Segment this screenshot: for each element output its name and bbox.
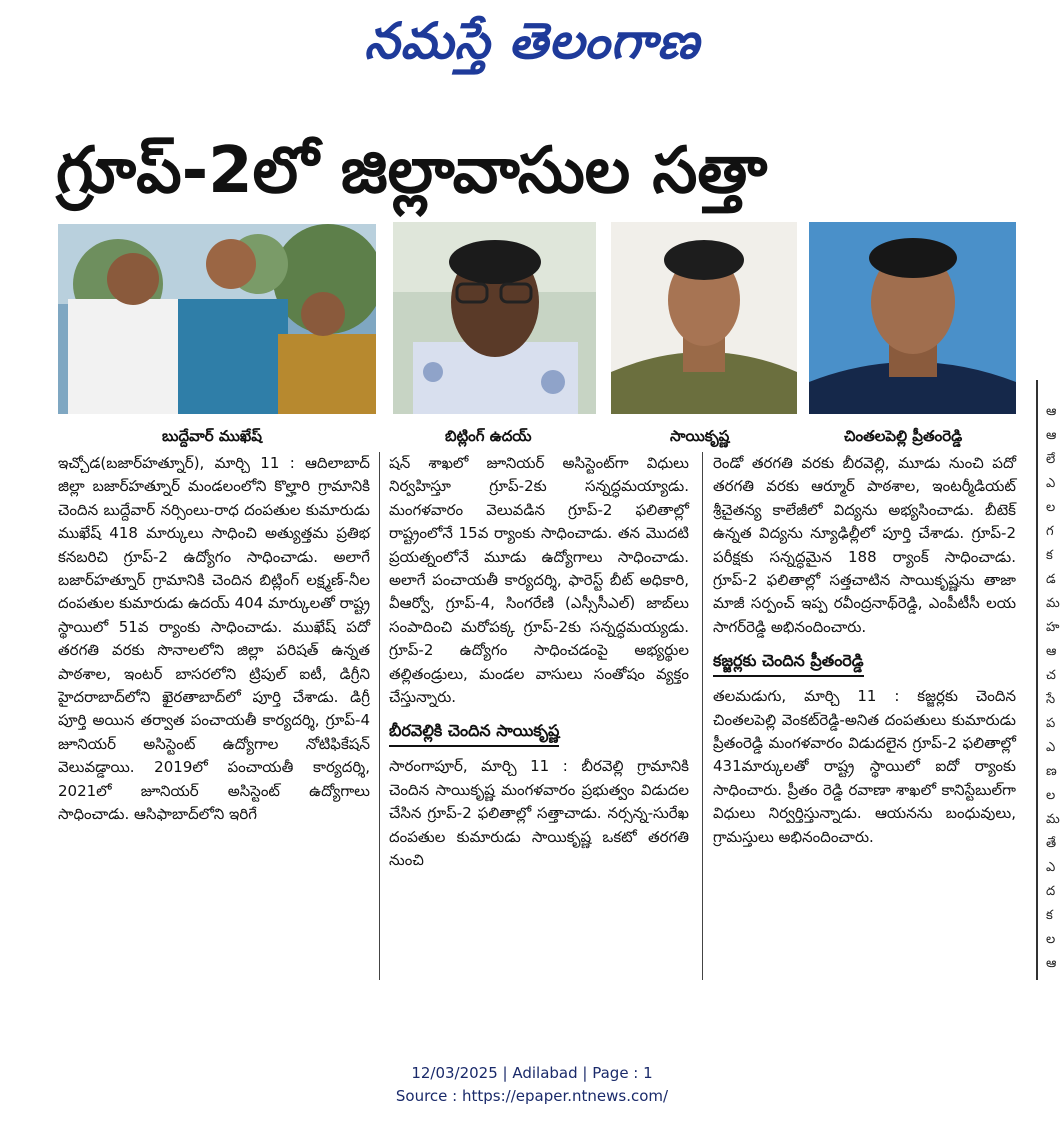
fragment-char: లే [1046, 452, 1056, 467]
article-paragraph: రెండో తరగతి వరకు బీరవెల్లి, మూడు నుంచి పదో తరగతి వరకు ఆర్మూర్ పాఠశాల, ఇంటర్మీడియట్ శ్రీచైతన్య కాలేజీలో విద్యను అభ్యసించాడు. బీటెక్ ఉన్నత విద్యను న్యూఢిల్లీలో పూర్తి చేశాడు. గ్రూప్-2 పరీక్షకు సన్నద్ధమైన 188 ర్యాంక్ సాధించాడు. గ్రూప్-2 ఫలితాల్లో సత్తచాటిన సాయికృష్ణను తాజా మాజీ సర్పంచ్ ఇప్ప రవీంద్రనాథ్‌రెడ్డి, ఎంపీటీసీ లయ సాగర్‌రెడ్డి అభినందించారు. [713, 454, 1016, 636]
fragment-char: ల [1046, 932, 1056, 947]
article-paragraph: తలమడుగు, మార్చి 11 : కజ్జర్లకు చెందిన చింతలపెల్లి వెంకట్‌రెడ్డి-అనిత దంపతులు కుమారుడు ప్రీతంరెడ్డి మంగళవారం విడుదలైన గ్రూప్-2 ఫలితాల్లో 431మార్కులతో రాష్ట్ర స్థాయిలో ఐదో ర్యాంకు సాధించారు. ప్రీతం రెడ్డి రవాణా శాఖలో కానిస్టేబుల్‌గా విధులు నిర్వర్తిస్తున్నాడు. ఆయనను బంధువులు, గ్రామస్తులు అభినందించారు. [713, 687, 1016, 846]
photo-mukesh-family [58, 224, 376, 414]
fragment-char: క [1046, 548, 1053, 563]
fragment-char: గ [1046, 524, 1054, 539]
fragment-char: సే [1046, 692, 1056, 707]
fragment-char: క [1046, 908, 1053, 923]
fragment-char: ఎ [1046, 860, 1056, 875]
fragment-char: ఆ [1046, 644, 1057, 659]
subheading-preetham-reddy: కజ్జర్లకు చెందిన ప్రీతంరెడ్డి [713, 647, 864, 677]
fragment-char: ల [1046, 500, 1056, 515]
fragment-char: మ [1046, 596, 1060, 611]
fragment-char: ఆ [1046, 428, 1057, 443]
article-paragraph: సారంగాపూర్, మార్చి 11 : బీరవెల్లి గ్రామానికి చెందిన సాయికృష్ణ మంగళవారం ప్రభుత్వం విడుదల చేసిన గ్రూప్-2 ఫలితాల్లో సత్తాచాడు. నర్సన్న-సురేఖ దంపతుల కుమారుడు సాయికృష్ణ ఒకటో తరగతి నుంచి [389, 757, 689, 870]
fragment-char: హ [1046, 620, 1060, 635]
headline: గ్రూప్-2లో జిల్లావాసుల సత్తా [56, 134, 768, 208]
fragment-char: ద [1046, 884, 1056, 899]
fragment-char: ల [1046, 788, 1056, 803]
caption-udaya: బిట్లింగ్ ఉదయ్ [445, 427, 532, 445]
caption-saikrishna: సాయికృష్ణ [670, 427, 730, 445]
caption-preetham-reddy: చింతలపెల్లి ప్రీతంరెడ్డి [844, 427, 963, 445]
fragment-char: ఎ [1046, 740, 1056, 755]
photo-preetham-reddy [809, 222, 1016, 414]
article-paragraph: ఇచ్చోడ(బజార్‌హత్నూర్), మార్చి 11 : ఆదిలాబాద్ జిల్లా బజార్‌హత్నూర్ మండలంలోని కొల్హారి గ్రామానికి చెందిన బుద్దేవార్ నర్సింలు-రాధ దంపతుల కుమారుడు ముఖేష్ 418 మార్కులు సాధించి అత్యుత్తమ ప్రతిభ కనబరిచి గ్రూప్-2 ఉద్యోగం సాధించాడు. అలాగే బజార్‌హత్నూర్ గ్రామానికి చెందిన బిట్లింగ్ లక్ష్మణ్-నీల దంపతుల కుమారుడు ఉదయ్ 404 మార్కులతో రాష్ట్ర స్థాయిలో 51వ ర్యాంకు సాధించాడు. ముఖేష్ పదో తరగతి వరకు సొనాలలోని జిల్లా పరిషత్ ఉన్నత పాఠశాల, ఇంటర్ బాసరలోని ట్రిపుల్ ఐటీ, డిగ్రీని హైదరాబాద్‌లోని ఖైరతాబాద్‌లో పూర్తి చేశాడు. డిగ్రీ పూర్తి అయిన తర్వాత పంచాయతీ కార్యదర్శి, గ్రూప్-4 జూనియర్ అసిస్టెంట్ ఉద్యోగాల నోటిఫికేషన్ వెలువడ్డాయి. 2019లో పంచాయతీ కార్యదర్శి, 2021లో జూనియర్ అసిస్టెంట్ ఉద్యోగాలు సాధించాడు. ఆసిఫాబాద్‌లోని ఇరిగే [58, 454, 370, 824]
photo-saikrishna [611, 222, 797, 414]
fragment-char: ఎ [1046, 476, 1056, 491]
fragment-char: మ [1046, 812, 1060, 827]
adjacent-article-border [1036, 380, 1038, 980]
subheading-saikrishna: బీరవెల్లికి చెందిన సాయికృష్ణ [389, 717, 559, 747]
adjacent-article-fragment [1046, 400, 1062, 976]
photo-udaya [393, 222, 596, 414]
column-divider [702, 452, 703, 980]
fragment-char: ప [1046, 716, 1056, 731]
fragment-char: డ [1046, 572, 1056, 587]
fragment-char: చ [1046, 668, 1056, 683]
article-paragraph: షన్ శాఖలో జూనియర్ అసిస్టెంట్‌గా విధులు నిర్వహిస్తూ గ్రూప్-2కు సన్నద్ధమయ్యాడు. మంగళవారం వెలువడిన గ్రూప్-2 ఫలితాల్లో రాష్ట్రంలోనే 15వ ర్యాంకు సాధించాడు. తన మొదటి ప్రయత్నంలోనే మూడు ఉద్యోగాలు సాధించాడు. అలాగే పంచాయతీ కార్యదర్శి, ఫారెస్ట్ బీట్ అధికారి, వీఆర్వో, గ్రూప్-4, సింగరేణి (ఎస్సీసీఎల్) జాబ్‌లు సంపాదించి మరోపక్క గ్రూప్-2కు సన్నద్ధమయ్యడు. గ్రూప్-2 ఉద్యోగం సాధించడంపై అభ్యర్థుల తల్లితండ్రులు, మండల వాసులు సంతోషం వ్యక్తం చేస్తున్నారు. [389, 454, 689, 707]
article-column-3 [713, 452, 1016, 849]
footer-source: Source : https://epaper.ntnews.com/ [395, 1087, 669, 1105]
fragment-char: ఆ [1046, 956, 1057, 971]
footer-date-edition: 12/03/2025 | Adilabad | Page : 1 [411, 1064, 653, 1082]
fragment-char: తే [1046, 836, 1057, 851]
fragment-char: ణ [1046, 764, 1057, 779]
article-column-2 [389, 452, 689, 873]
column-divider [379, 452, 380, 980]
article-column-1 [58, 452, 370, 827]
masthead-logo: నమస్తే తెలంగాణ [364, 12, 700, 70]
fragment-char: ఆ [1046, 404, 1057, 419]
caption-mukesh: బుద్దేవార్ ముఖేష్ [162, 427, 262, 445]
